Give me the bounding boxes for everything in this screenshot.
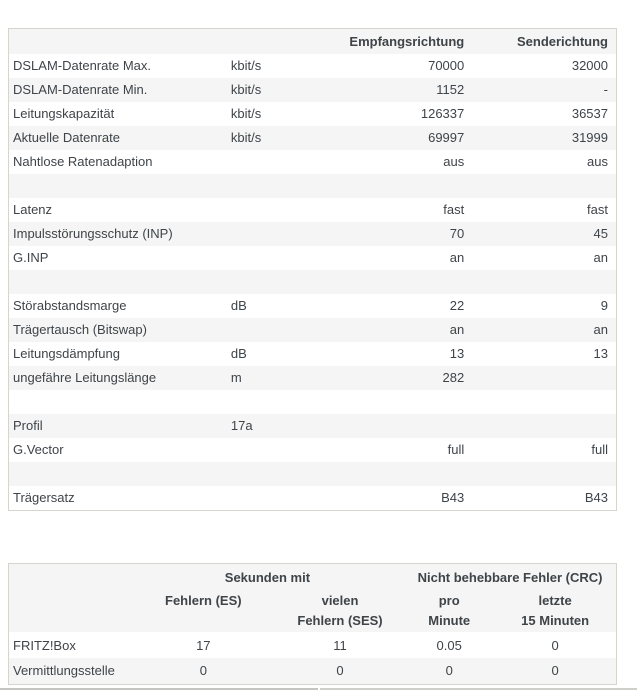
row-label: G.INP: [13, 250, 49, 265]
row-unit: kbit/s: [230, 130, 262, 145]
row-label: Impulsstörungsschutz (INP): [13, 226, 173, 241]
row-downstream-value: 70: [449, 226, 465, 241]
row-upstream-value: 36537: [571, 106, 608, 121]
row-unit: [231, 486, 301, 511]
row-label: ungefähre Leitungslänge: [13, 370, 157, 385]
error-counter-table: [8, 563, 617, 685]
row-label: Trägertausch (Bitswap): [13, 322, 147, 337]
row-upstream-value: 13: [593, 346, 608, 361]
table-row: [9, 126, 617, 150]
column-header-ses: vielen Fehlern (SES): [297, 593, 383, 628]
table-row: [9, 438, 617, 462]
column-header-crc-per-minute: pro Minute: [428, 593, 471, 628]
row-unit: kbit/s: [230, 106, 262, 121]
column-header-crc-last-15-min: letzte 15 Minuten: [521, 593, 590, 628]
row-upstream-value: 9: [600, 298, 608, 313]
table-row: [9, 54, 617, 78]
row-label: DSLAM-Datenrate Min.: [13, 82, 148, 97]
crc-per-minute-value: 0: [445, 663, 453, 679]
row-unit: [231, 198, 301, 222]
row-downstream-value: 22: [449, 298, 465, 313]
row-label: Leitungsdämpfung: [13, 346, 120, 361]
group-header-seconds-with: Sekunden mit: [224, 569, 311, 585]
row-label: Störabstandsmarge: [13, 298, 127, 313]
error-header-empty: [9, 590, 131, 632]
row-downstream-value: fast: [443, 202, 465, 217]
dsl-header-empty: [9, 29, 231, 54]
row-label: Trägersatz: [13, 490, 75, 505]
es-value: 17: [196, 637, 211, 653]
row-unit: kbit/s: [230, 82, 262, 97]
page-bottom-divider-right: [320, 688, 637, 690]
row-downstream-value: an: [449, 250, 465, 265]
row-upstream-value: full: [591, 442, 608, 457]
table-row: [9, 150, 617, 174]
row-downstream-value: 13: [449, 346, 465, 361]
page-bottom-divider-left: [0, 688, 318, 690]
row-downstream-value: 69997: [428, 130, 465, 145]
row-upstream-value: an: [593, 322, 608, 337]
table-row: [9, 294, 617, 318]
row-downstream-value: B43: [441, 490, 465, 505]
row-unit: 17a: [230, 418, 253, 433]
row-label: FRITZ!Box: [13, 637, 76, 653]
row-upstream-value: [472, 366, 616, 390]
spacer-row: [9, 462, 617, 486]
row-downstream-value: 282: [442, 370, 465, 385]
row-downstream-value: aus: [443, 154, 465, 169]
table-row: [9, 366, 617, 390]
column-header-downstream: Empfangsrichtung: [349, 33, 465, 49]
table-row: [9, 486, 617, 511]
row-upstream-value: [472, 414, 616, 438]
table-row: [9, 102, 617, 126]
crc-per-minute-value: 0.05: [436, 637, 462, 653]
row-downstream-value: [301, 414, 472, 438]
row-downstream-value: 126337: [420, 106, 465, 121]
error-sub-header-row: [9, 590, 617, 632]
group-header-crc-errors: Nicht behebbare Fehler (CRC): [417, 569, 603, 585]
table-row: [9, 222, 617, 246]
table-row: [9, 198, 617, 222]
table-row: [9, 414, 617, 438]
row-upstream-value: fast: [587, 202, 608, 217]
row-label: Aktuelle Datenrate: [13, 130, 120, 145]
row-label: Latenz: [13, 202, 53, 217]
crc-last-15-min-value: 0: [551, 637, 559, 653]
row-downstream-value: 1152: [436, 82, 465, 97]
row-upstream-value: -: [603, 82, 608, 97]
row-label: Vermittlungsstelle: [13, 663, 115, 679]
row-upstream-value: an: [593, 250, 608, 265]
row-upstream-value: 31999: [571, 130, 608, 145]
error-group-header-row: [9, 564, 617, 591]
dsl-info-table: [8, 28, 617, 511]
row-unit: [231, 438, 301, 462]
row-downstream-value: 70000: [428, 58, 465, 73]
crc-last-15-min-value: 0: [551, 663, 559, 679]
column-header-upstream: Senderichtung: [516, 33, 608, 49]
dsl-header-empty: [231, 29, 301, 54]
row-unit: [231, 318, 301, 342]
spacer-row: [9, 270, 617, 294]
table-row: [9, 632, 617, 658]
table-row: [9, 318, 617, 342]
row-label: G.Vector: [13, 442, 64, 457]
row-downstream-value: full: [447, 442, 465, 457]
row-unit: [231, 222, 301, 246]
table-row: [9, 658, 617, 684]
row-upstream-value: B43: [584, 490, 608, 505]
dsl-header-row: [9, 29, 617, 54]
row-label: Profil: [13, 418, 43, 433]
table-row: [9, 342, 617, 366]
row-unit: dB: [230, 346, 247, 361]
row-unit: m: [230, 370, 242, 385]
row-unit: [231, 246, 301, 270]
spacer-row: [9, 174, 617, 198]
error-header-empty: [9, 564, 131, 591]
table-row: [9, 246, 617, 270]
row-unit: [231, 150, 301, 174]
es-value: 0: [199, 663, 207, 679]
column-header-es: Fehlern (ES): [165, 593, 242, 608]
ses-value: 11: [333, 637, 347, 653]
spacer-row: [9, 390, 617, 414]
table-row: [9, 78, 617, 102]
row-label: Nahtlose Ratenadaption: [13, 154, 153, 169]
row-downstream-value: an: [449, 322, 465, 337]
row-label: DSLAM-Datenrate Max.: [13, 58, 151, 73]
ses-value: 0: [336, 663, 344, 679]
row-upstream-value: 45: [593, 226, 608, 241]
row-upstream-value: aus: [587, 154, 608, 169]
row-unit: kbit/s: [230, 58, 262, 73]
row-upstream-value: 32000: [571, 58, 608, 73]
row-unit: dB: [230, 298, 247, 313]
row-label: Leitungskapazität: [13, 106, 115, 121]
